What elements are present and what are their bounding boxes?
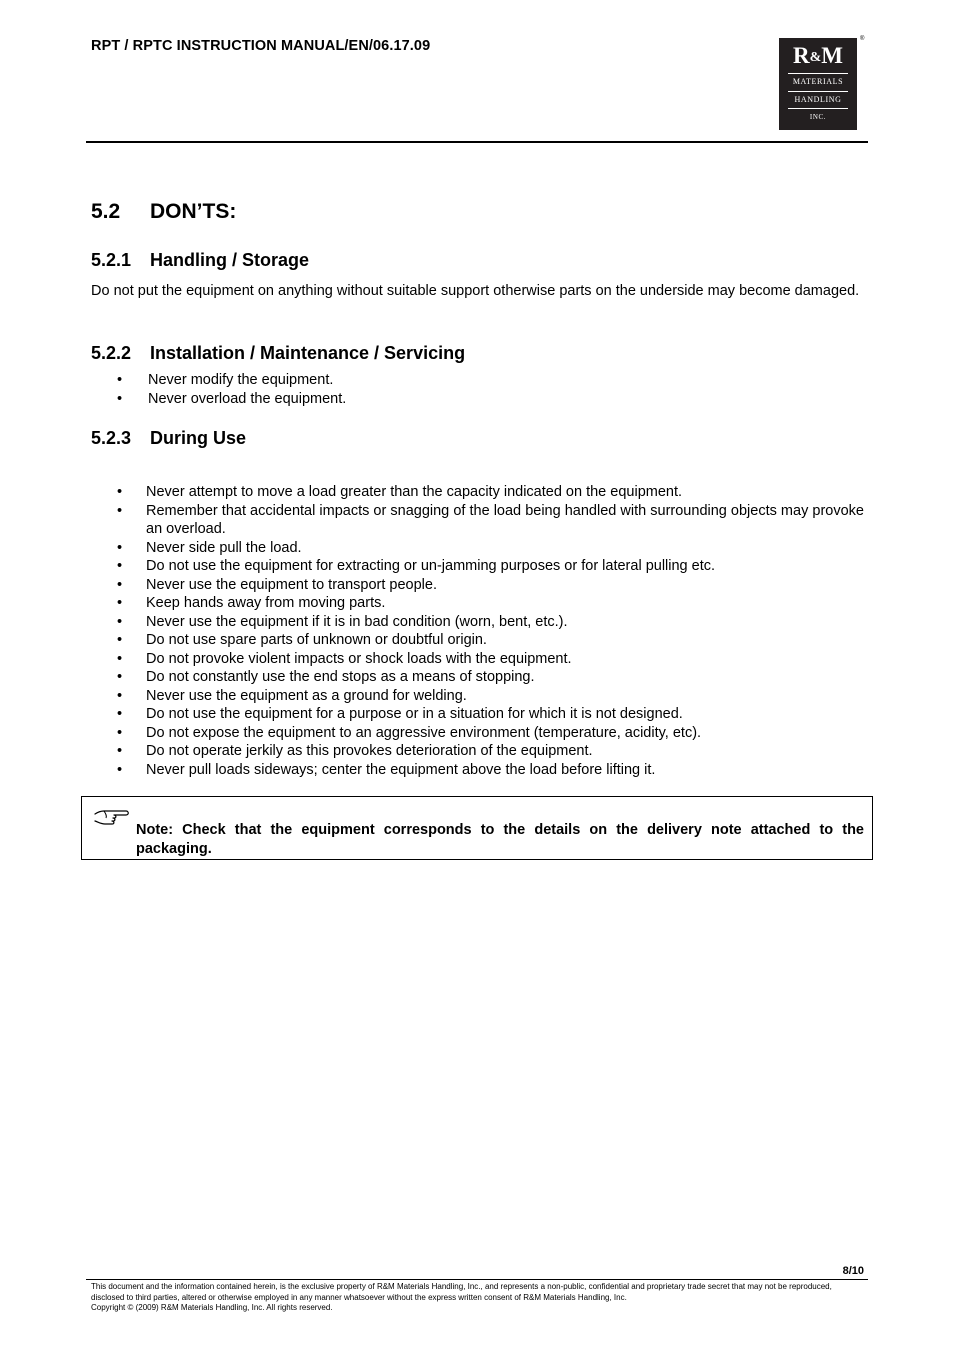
list-item: • Never modify the equipment. bbox=[117, 372, 334, 388]
list-item: • Never overload the equipment. bbox=[117, 390, 347, 407]
logo-word-handling: HANDLING bbox=[794, 95, 842, 104]
section-number: 5.2 bbox=[91, 200, 121, 223]
header-divider bbox=[86, 141, 868, 143]
list-item: • Remember that accidental impacts or snagging of the load being handled with surrounding objects may provoke an overload. bbox=[117, 502, 864, 537]
subsection-heading-handling bbox=[91, 250, 309, 271]
list-item: • Do not use the equipment for a purpose or in a situation for which it is not designed. bbox=[117, 706, 683, 722]
logo-rule bbox=[788, 108, 848, 109]
bullet-icon: • bbox=[117, 558, 123, 574]
bullet-icon: • bbox=[117, 390, 123, 407]
subsection-number: 5.2.1 bbox=[91, 250, 132, 270]
note-text: Note: Check that the equipment corresponds to the details on the delivery note attached to the packaging. bbox=[136, 822, 864, 857]
bullet-icon: • bbox=[117, 650, 123, 667]
page-number: 8/10 bbox=[842, 1265, 864, 1277]
list-item: • Do not use the equipment for extracting or un-jamming purposes or for lateral pulling etc. bbox=[117, 558, 716, 574]
section-title: DON’TS: bbox=[150, 200, 237, 223]
list-item: • Keep hands away from moving parts. bbox=[117, 595, 386, 611]
subsection-title: During Use bbox=[150, 428, 247, 448]
list-item: • Do not constantly use the end stops as a means of stopping. bbox=[117, 669, 535, 685]
logo-rule bbox=[788, 91, 848, 92]
logo-word-materials: MATERIALS bbox=[792, 77, 844, 86]
bullet-icon: • bbox=[117, 595, 123, 611]
disclaimer-text: This document and the information contained herein, is the exclusive property of R&M Materials Handling, Inc., and represents a non-public, confidential and proprietary trade secret that may not be reproduced, disclosed to third parties, altered or otherwise employed in any manner whatsoever without the express written consent of R&M Materials Handling, Inc. bbox=[91, 1282, 832, 1302]
note-box bbox=[81, 796, 873, 860]
logo-word-inc: INC. bbox=[809, 113, 827, 121]
handling-paragraph: Do not put the equipment on anything without suitable support otherwise parts on the underside may become damaged. bbox=[91, 283, 860, 299]
copyright-text: Copyright © (2009) R&M Materials Handling, Inc. All rights reserved. bbox=[91, 1303, 333, 1312]
bullet-icon: • bbox=[117, 687, 123, 704]
footer-divider bbox=[86, 1279, 868, 1280]
bullet-icon: • bbox=[117, 724, 123, 741]
subsection-heading-during-use bbox=[91, 428, 246, 449]
company-logo bbox=[779, 36, 865, 130]
bullet-icon: • bbox=[117, 706, 123, 722]
bullet-icon: • bbox=[117, 539, 123, 556]
bullet-icon: • bbox=[117, 576, 123, 593]
document-header-title: RPT / RPTC INSTRUCTION MANUAL/EN/06.17.09 bbox=[91, 38, 431, 54]
bullet-icon: • bbox=[117, 632, 123, 648]
subsection-title: Installation / Maintenance / Servicing bbox=[150, 343, 466, 363]
logo-rule bbox=[788, 73, 848, 74]
list-item: • Never use the equipment if it is in bad condition (worn, bent, etc.). bbox=[117, 613, 568, 630]
list-item: • Do not use spare parts of unknown or doubtful origin. bbox=[117, 632, 487, 648]
list-item: • Do not operate jerkily as this provokes deterioration of the equipment. bbox=[117, 743, 593, 759]
bullet-icon: • bbox=[117, 484, 123, 500]
list-item: • Do not provoke violent impacts or shock loads with the equipment. bbox=[117, 650, 572, 667]
during-use-list bbox=[0, 483, 864, 779]
bullet-icon: • bbox=[117, 761, 123, 778]
subsection-number: 5.2.2 bbox=[91, 343, 132, 363]
logo-monogram: R&M bbox=[792, 43, 843, 68]
bullet-icon: • bbox=[117, 669, 123, 685]
subsection-heading-installation bbox=[91, 343, 465, 364]
bullet-icon: • bbox=[117, 613, 123, 630]
list-item: • Never attempt to move a load greater than the capacity indicated on the equipment. bbox=[117, 484, 683, 500]
list-item: • Do not expose the equipment to an aggressive environment (temperature, acidity, etc). bbox=[117, 724, 702, 741]
subsection-number: 5.2.3 bbox=[91, 428, 132, 448]
list-item: • Never use the equipment to transport people. bbox=[117, 576, 437, 593]
list-item: • Never use the equipment as a ground for welding. bbox=[117, 687, 467, 704]
bullet-icon: • bbox=[117, 743, 123, 759]
list-item: • Never side pull the load. bbox=[117, 539, 302, 556]
pointing-hand-icon bbox=[94, 805, 130, 829]
registered-mark: ® bbox=[860, 36, 865, 42]
footer-disclaimer bbox=[91, 1282, 866, 1314]
list-item: • Never pull loads sideways; center the equipment above the load before lifting it. bbox=[117, 761, 656, 778]
section-heading bbox=[91, 200, 236, 224]
bullet-icon: • bbox=[117, 372, 123, 388]
installation-list bbox=[0, 371, 864, 408]
subsection-title: Handling / Storage bbox=[150, 250, 310, 270]
bullet-icon: • bbox=[117, 502, 123, 519]
